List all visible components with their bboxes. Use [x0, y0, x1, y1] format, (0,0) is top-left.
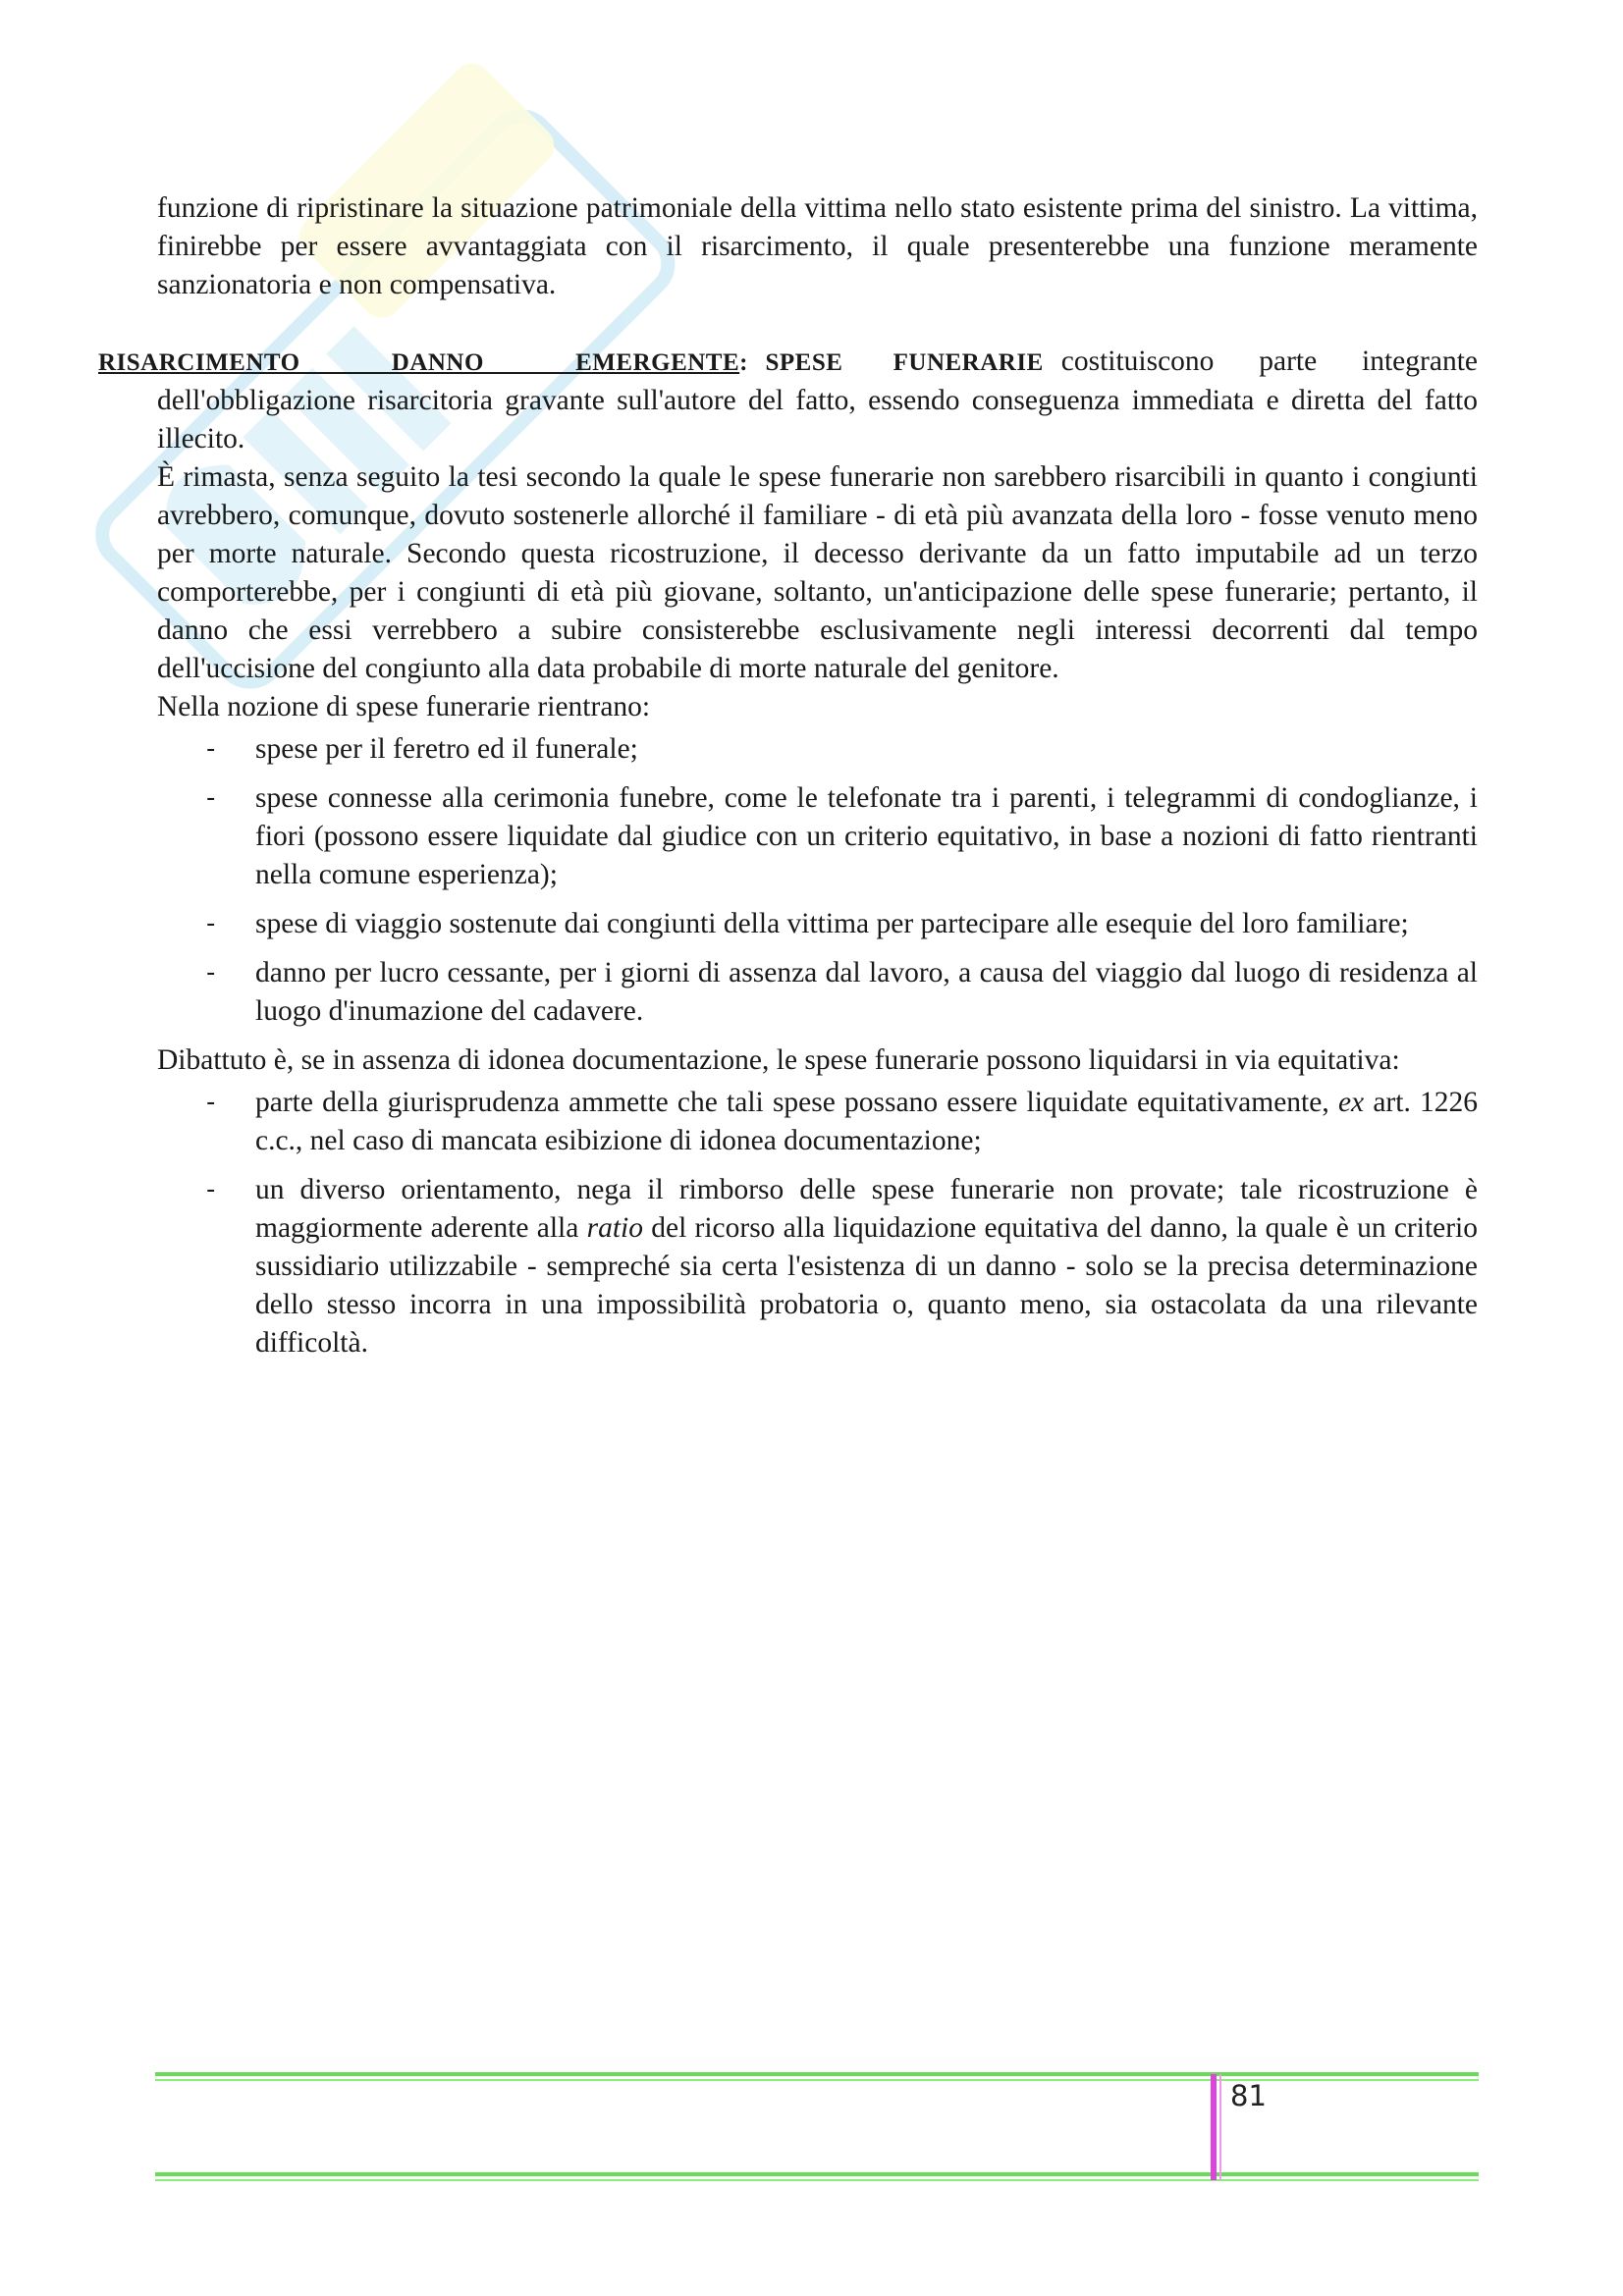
footer-rule-bottom-secondary — [155, 2179, 1479, 2181]
list-item: - spese connesse alla cerimonia funebre, come le telefonate tra i parenti, i telegrammi di condoglianze, i fiori (possono essere liquidate dal giudice con un criterio equitativo, in base a nozioni di fatto rientranti nella comune esperienza); — [157, 779, 1478, 894]
italic-term: ex — [1337, 1087, 1365, 1118]
dash-bullet: - — [206, 783, 216, 813]
intro-paragraph: funzione di ripristinare la situazione patrimoniale della vittima nello stato esistente prima del sinistro. La vittima, finirebbe per essere avvantaggiata con il risarcimento, il quale presenterebbe una funzione meramente sanzionatoria e non compensativa. — [157, 192, 1478, 300]
paragraph-1: È rimasta, senza seguito la tesi secondo la quale le spese funerarie non sarebbero risarcibili in quanto i congiunti avrebbero, comunque, dovuto sostenerle allorché il familiare - di età più avanzata della loro - fosse venuto meno per morte naturale. Secondo questa ricostruzione, il decesso derivante da un fatto imputabile ad un terzo comporterebbe, per i congiunti di età più giovane, soltanto, un'anticipazione delle spese funerarie; pertanto, il danno che essi verrebbero a subire consisterebbe esclusivamente negli interessi decorrenti dal tempo dell'uccisione del congiunto alla data probabile di morte naturale del genitore. — [157, 461, 1478, 684]
footer-rule-bottom — [155, 2172, 1479, 2176]
list-item: - un diverso orientamento, nega il rimborso delle spese funerarie non provate; tale ricostruzione è maggiormente aderente alla ratio del ricorso alla liquidazione equitativa del danno, la quale è un criterio sussidiario utilizzabile - sempreché sia certa l'esistenza di un danno - solo se la precisa determinazione dello stesso incorra in una impossibilità probatoria o, quanto meno, sia ostacolata da una rilevante difficoltà. — [157, 1171, 1478, 1362]
section-lead-text: costituiscono parte integrante dell'obbligazione risarcitoria gravante sull'autore del fatto, essendo conseguenza immediata e diretta del fatto illecito. — [157, 346, 1478, 454]
italic-term: ratio — [586, 1212, 643, 1244]
dash-bullet: - — [206, 909, 216, 938]
equitable-liquidation-list — [157, 1084, 1478, 1362]
section-heading-paragraph — [98, 343, 1478, 458]
paragraph-2: Dibattuto è, se in assenza di idonea documentazione, le spese funerarie possono liquidarsi in via equitativa: — [157, 1044, 1400, 1076]
dash-bullet: - — [206, 734, 216, 764]
dash-bullet: - — [206, 1175, 216, 1204]
section-subtitle: SPESE FUNERARIE — [765, 349, 1044, 376]
list-item: - spese di viaggio sostenute dai congiunti della vittima per partecipare alle esequie del loro familiare; — [157, 905, 1478, 943]
dash-bullet: - — [206, 1088, 216, 1117]
list-item: - spese per il feretro ed il funerale; — [157, 730, 1478, 769]
footer-rule-top — [155, 2072, 1479, 2076]
list-intro: Nella nozione di spese funerarie rientrano: — [157, 691, 651, 722]
footer-vertical-bar — [1211, 2074, 1217, 2180]
funeral-expenses-list — [157, 730, 1478, 1031]
footer-rule-top-secondary — [155, 2079, 1479, 2081]
footer-vertical-bar-secondary — [1219, 2074, 1221, 2180]
document-body — [98, 189, 1479, 1373]
section-label: RISARCIMENTO DANNO EMERGENTE — [98, 349, 740, 376]
section-colon: : — [739, 349, 748, 376]
page-number: 81 — [1230, 2079, 1267, 2112]
list-item: - parte della giurisprudenza ammette che tali spese possano essere liquidate equitativamente, ex art. 1226 c.c., nel caso di mancata esibizione di idonea documentazione; — [157, 1084, 1478, 1160]
list-item: - danno per lucro cessante, per i giorni di assenza dal lavoro, a causa del viaggio dal luogo di residenza al luogo d'inumazione del cadavere. — [157, 954, 1478, 1031]
dash-bullet: - — [206, 958, 216, 988]
